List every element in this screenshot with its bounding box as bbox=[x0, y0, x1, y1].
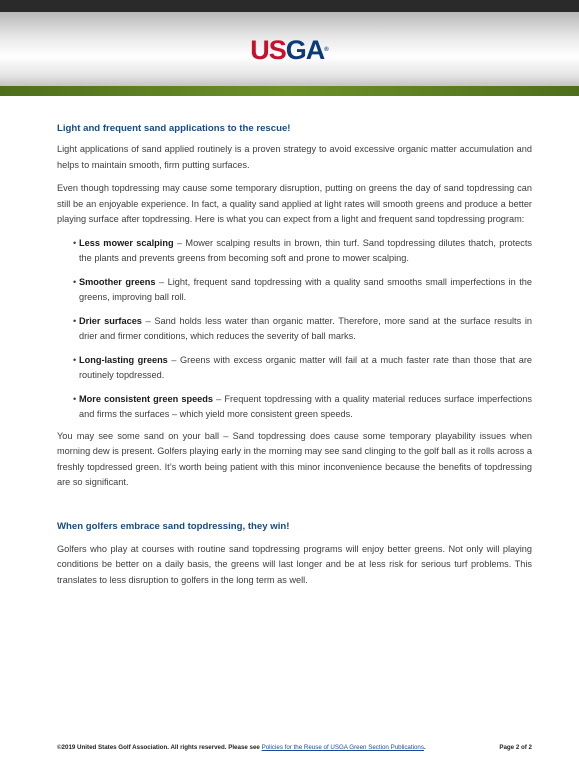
footer-period: . bbox=[423, 744, 426, 751]
top-dark-bar bbox=[0, 0, 579, 12]
paragraph: You may see some sand on your ball – Sand topdressing does cause some temporary playability issues when morning dew is present. Golfers playing early in the morning may see sand clinging to the golf ball as it rolls across a freshly topdressed green. It’s worth being patient with this minor inconvenience because the benefits of topdressing are so significant. bbox=[57, 430, 532, 487]
list-item bbox=[57, 236, 532, 267]
list-item bbox=[57, 392, 532, 423]
bullet-text: – Frequent topdressing with a quality material reduces surface imperfections and firms the surfaces – which yield more consistent green speeds. bbox=[79, 393, 532, 419]
bullet-dot: • bbox=[73, 354, 77, 365]
logo-ga: GA bbox=[285, 35, 325, 65]
bullet-text: – Mower scalping results in brown, thin turf. Sand topdressing dilutes thatch, protects the plants and prevents greens from becoming soft and prone to mower scalping. bbox=[79, 237, 532, 263]
paragraph: Even though topdressing may cause some temporary disruption, putting on greens the day of sand topdressing can still be an enjoyable experience. In fact, a quality sand applied at light rates will smooth greens and produce a better playing surface after topdressing. Here is what you can expect from a light and frequent sand topdressing program: bbox=[57, 183, 532, 224]
bullet-title: Less mower scalping bbox=[79, 237, 174, 248]
list-item bbox=[57, 314, 532, 345]
bullet-text: – Greens with excess organic matter will fail at a much faster rate than those that are routinely topdressed. bbox=[79, 354, 532, 380]
paragraph: Golfers who play at courses with routine sand topdressing programs will enjoy better greens. Not only will playing conditions be better on a daily basis, the greens will last longer and be at less risk for serious turf problems. This translates to less disruption to golfers in the long term as well. bbox=[57, 543, 532, 585]
copyright-text: ©2019 United States Golf Association. All rights reserved. Please see bbox=[57, 744, 262, 751]
paragraph: Light applications of sand applied routinely is a proven strategy to avoid excessive organic matter accumulation and helps to maintain smooth, firm putting surfaces. bbox=[57, 144, 532, 170]
bullet-dot: • bbox=[73, 276, 77, 287]
bullet-title: More consistent green speeds bbox=[79, 393, 214, 404]
bullet-title: Drier surfaces bbox=[79, 315, 142, 326]
bullet-text: – Sand holds less water than organic matter. Therefore, more sand at the surface results in drier and firmer conditions, which reduces the severity of ball marks. bbox=[79, 315, 532, 341]
benefits-list bbox=[57, 236, 532, 423]
page-footer bbox=[57, 742, 532, 754]
usga-logo bbox=[0, 35, 579, 65]
bullet-title: Smoother greens bbox=[79, 276, 156, 287]
section-heading-golfers-win: When golfers embrace sand topdressing, they win! bbox=[57, 520, 290, 532]
section-heading-rescue: Light and frequent sand applications to the rescue! bbox=[57, 123, 291, 134]
list-item bbox=[57, 275, 532, 306]
bullet-dot: • bbox=[73, 315, 77, 326]
policies-link[interactable]: Policies for the Reuse of USGA Green Section Publications bbox=[261, 744, 424, 751]
logo-us: US bbox=[250, 35, 286, 65]
bullet-dot: • bbox=[73, 237, 77, 248]
page-number: Page 2 of 2 bbox=[499, 744, 532, 751]
logo-registered-mark: ® bbox=[324, 47, 329, 53]
article-body bbox=[57, 122, 532, 588]
bullet-title: Long-lasting greens bbox=[79, 354, 168, 365]
list-item bbox=[57, 353, 532, 384]
bullet-dot: • bbox=[73, 393, 77, 404]
bullet-text: – Light, frequent sand topdressing with a quality sand smooths small imperfections in the greens, improving ball roll. bbox=[79, 276, 532, 302]
green-band bbox=[0, 86, 579, 96]
